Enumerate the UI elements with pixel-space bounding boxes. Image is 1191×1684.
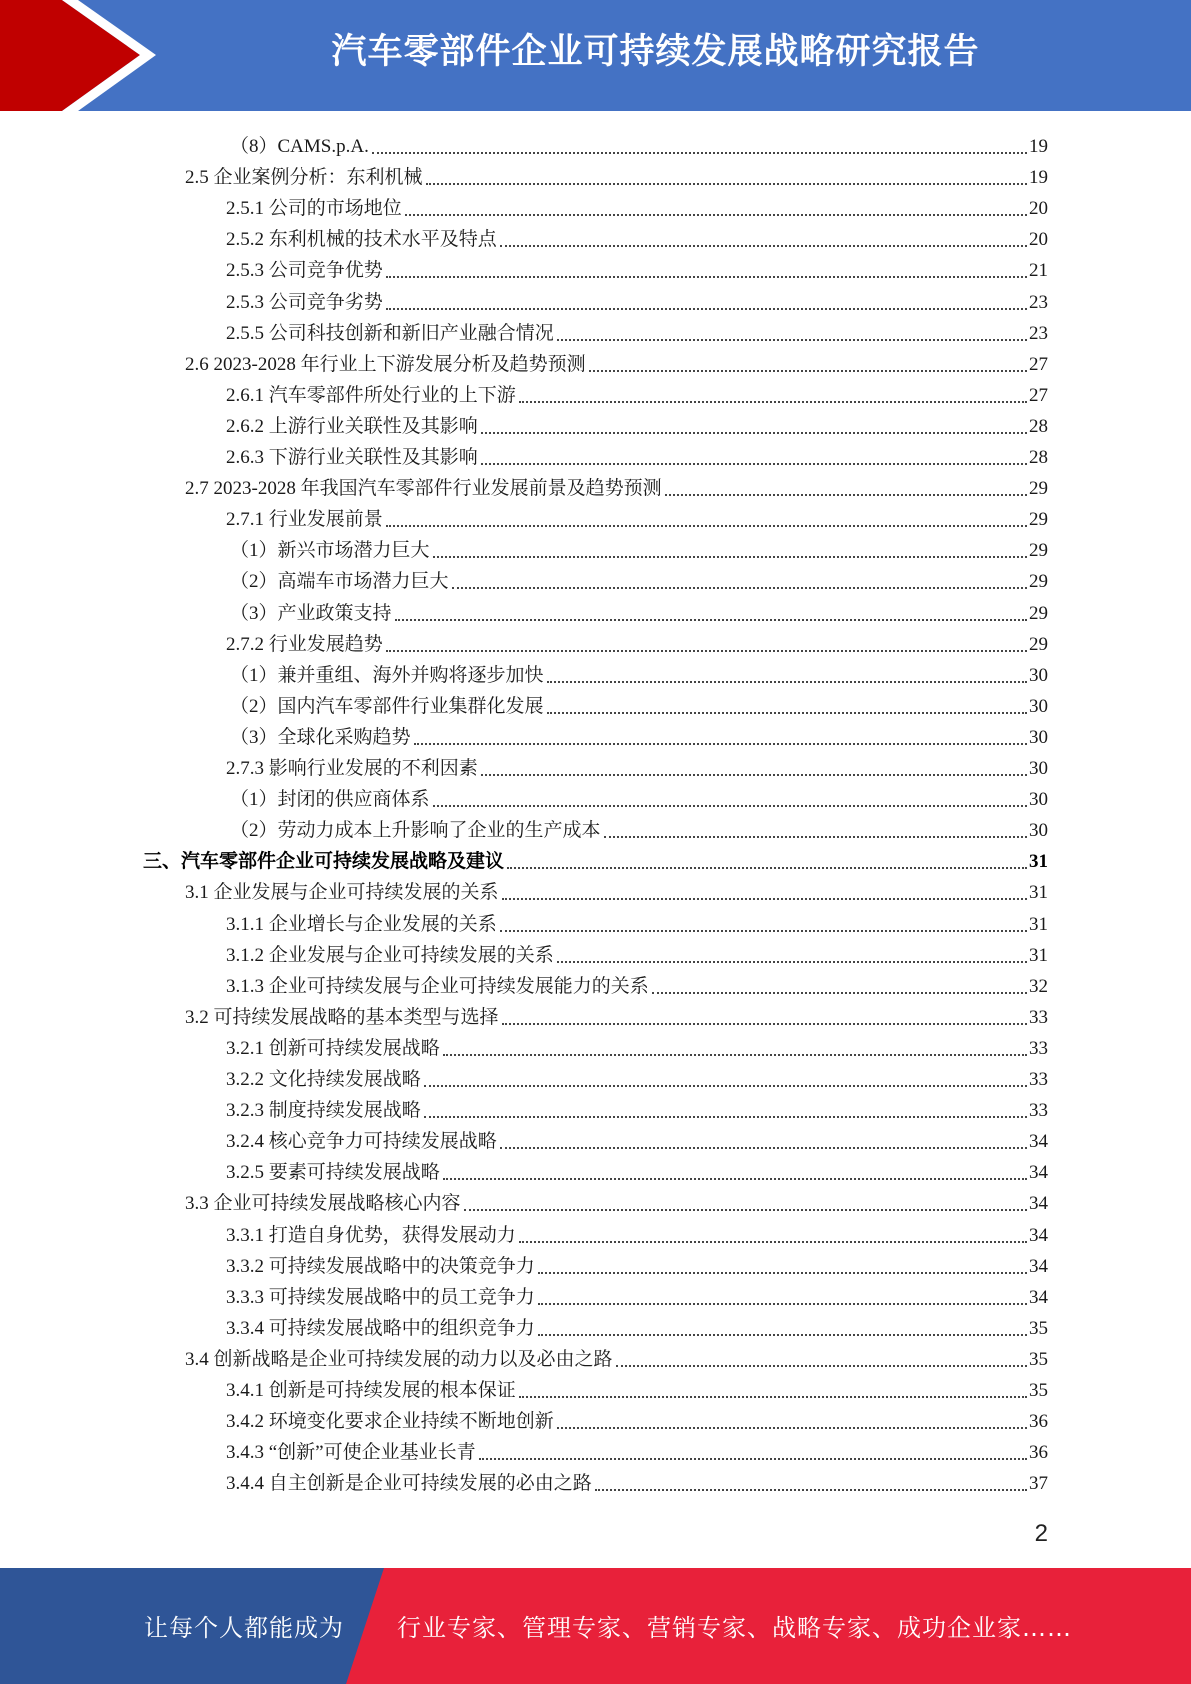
toc-entry[interactable] xyxy=(226,501,1048,532)
toc-dot-leader xyxy=(557,960,1027,963)
toc-dot-leader xyxy=(424,1115,1027,1118)
toc-entry-label: （3）产业政策支持 xyxy=(230,602,392,624)
toc-entry-label: 2.7.3 影响行业发展的不利因素 xyxy=(226,758,478,779)
toc-entry[interactable] xyxy=(230,128,1048,159)
toc-entry-label: 3.3.1 打造自身优势，获得发展动力 xyxy=(226,1224,516,1246)
toc-entry[interactable] xyxy=(226,1372,1048,1403)
toc-dot-leader xyxy=(386,275,1027,278)
toc-entry-page: 33 xyxy=(1029,1006,1048,1028)
toc-entry-label: （2）国内汽车零部件行业集群化发展 xyxy=(230,695,544,717)
toc-dot-leader xyxy=(538,1302,1027,1305)
toc-entry-label: 3.2.5 要素可持续发展战略 xyxy=(226,1162,440,1184)
toc-dot-leader xyxy=(464,1208,1027,1211)
toc-dot-leader xyxy=(481,431,1027,434)
toc-entry[interactable] xyxy=(230,657,1048,688)
toc-dot-leader xyxy=(604,835,1027,838)
toc-entry[interactable] xyxy=(226,750,1048,781)
toc-dot-leader xyxy=(519,1240,1027,1243)
toc-entry-label: （1）封闭的供应商体系 xyxy=(230,789,430,811)
toc-entry-label: 3.4.4 自主创新是企业可持续发展的必由之路 xyxy=(226,1473,592,1495)
toc-entry[interactable] xyxy=(226,1310,1048,1341)
toc-entry-page: 30 xyxy=(1029,726,1048,748)
toc-entry-label: 2.6 2023-2028 年行业上下游发展分析及趋势预测 xyxy=(185,353,586,375)
toc-entry-page: 31 xyxy=(1029,944,1048,966)
toc-entry-label: 2.6.3 下游行业关联性及其影响 xyxy=(226,447,478,468)
toc-entry-label: 3.4.2 环境变化要求企业持续不断地创新 xyxy=(226,1411,554,1433)
toc-entry[interactable] xyxy=(230,595,1048,626)
toc-entry-page: 35 xyxy=(1029,1317,1048,1339)
toc-entry[interactable] xyxy=(226,1403,1048,1434)
toc-entry-label: 3.4.1 创新是可持续发展的根本保证 xyxy=(226,1380,516,1401)
toc-entry-page: 30 xyxy=(1029,758,1048,779)
toc-entry[interactable] xyxy=(226,1123,1048,1154)
toc-entry-label: 3.3 企业可持续发展战略核心内容 xyxy=(185,1193,461,1215)
toc-entry[interactable] xyxy=(226,284,1048,315)
toc-entry[interactable] xyxy=(185,1185,1048,1216)
toc-dot-leader xyxy=(502,1022,1027,1025)
toc-entry[interactable] xyxy=(185,346,1048,377)
toc-entry-label: 2.5 企业案例分析：东利机械 xyxy=(185,167,423,189)
toc-entry[interactable] xyxy=(230,688,1048,719)
toc-entry[interactable] xyxy=(226,1030,1048,1061)
toc-entry-page: 19 xyxy=(1029,167,1048,189)
toc-dot-leader xyxy=(502,897,1027,900)
toc-entry-page: 32 xyxy=(1029,975,1048,997)
toc-dot-leader xyxy=(405,213,1027,216)
toc-dot-leader xyxy=(500,244,1027,247)
toc-entry-label: 三、汽车零部件企业可持续发展战略及建议 xyxy=(143,851,505,873)
toc-entry[interactable] xyxy=(185,159,1048,190)
toc-entry-label: （1）兼并重组、海外并购将逐步加快 xyxy=(230,664,544,686)
toc-entry-page: 29 xyxy=(1029,602,1048,624)
toc-entry-page: 36 xyxy=(1029,1442,1048,1464)
toc-entry-page: 20 xyxy=(1029,198,1048,220)
toc-entry-page: 27 xyxy=(1029,353,1048,375)
toc-dot-leader xyxy=(500,1146,1027,1149)
toc-dot-leader xyxy=(443,1053,1027,1056)
toc-dot-leader xyxy=(433,555,1027,558)
header-arrow-decoration xyxy=(0,0,160,111)
toc-entry[interactable] xyxy=(226,1217,1048,1248)
footer-slogan-left: 让每个人都能成为 xyxy=(144,1614,344,1642)
toc-dot-leader xyxy=(538,1271,1027,1274)
toc-entry-label: 2.5.1 公司的市场地位 xyxy=(226,198,402,220)
toc-entry[interactable] xyxy=(185,874,1048,905)
toc-dot-leader xyxy=(538,1333,1027,1336)
toc-entry-label: 3.2.1 创新可持续发展战略 xyxy=(226,1037,440,1059)
toc-entry-label: 2.6.1 汽车零部件所处行业的上下游 xyxy=(226,384,516,406)
page-number: 2 xyxy=(1034,1520,1048,1547)
toc-entry[interactable] xyxy=(226,937,1048,968)
toc-entry-page: 36 xyxy=(1029,1411,1048,1433)
toc-entry-page: 21 xyxy=(1029,260,1048,282)
toc-entry[interactable] xyxy=(226,1154,1048,1185)
toc-entry-page: 34 xyxy=(1029,1286,1048,1308)
toc-dot-leader xyxy=(386,524,1027,527)
toc-dot-leader xyxy=(616,1364,1027,1367)
toc-dot-leader xyxy=(479,1457,1027,1460)
toc-entry-page: 27 xyxy=(1029,384,1048,406)
toc-entry-label: 3.4.3 “创新”可使企业基业长青 xyxy=(226,1442,476,1464)
toc-dot-leader xyxy=(395,618,1027,621)
toc-dot-leader xyxy=(547,711,1027,714)
toc-entry-label: （2）劳动力成本上升影响了企业的生产成本 xyxy=(230,820,601,842)
toc-dot-leader xyxy=(481,773,1027,776)
toc-entry[interactable] xyxy=(143,843,1048,874)
toc-entry-page: 31 xyxy=(1029,851,1048,873)
toc-entry[interactable] xyxy=(226,968,1048,999)
toc-dot-leader xyxy=(557,338,1027,341)
toc-entry[interactable] xyxy=(226,1061,1048,1092)
toc-entry-label: 3.1 企业发展与企业可持续发展的关系 xyxy=(185,882,499,904)
toc-entry[interactable] xyxy=(226,439,1048,470)
toc-dot-leader xyxy=(414,742,1027,745)
footer-banner xyxy=(0,1568,1191,1684)
toc-dot-leader xyxy=(595,1488,1027,1491)
toc-entry[interactable] xyxy=(230,719,1048,750)
toc-entry-page: 30 xyxy=(1029,664,1048,686)
toc-entry-page: 30 xyxy=(1029,820,1048,842)
toc-dot-leader xyxy=(426,182,1027,185)
toc-entry-page: 30 xyxy=(1029,789,1048,811)
toc-entry[interactable] xyxy=(185,999,1048,1030)
toc-entry-page: 34 xyxy=(1029,1193,1048,1215)
toc-dot-leader xyxy=(386,307,1027,310)
toc-entry-page: 37 xyxy=(1029,1473,1048,1495)
toc-entry[interactable] xyxy=(226,1465,1048,1496)
toc-entry-label: 2.5.3 公司竞争劣势 xyxy=(226,291,383,313)
toc-dot-leader xyxy=(433,804,1027,807)
toc-dot-leader xyxy=(652,991,1027,994)
toc-entry-label: （2）高端车市场潜力巨大 xyxy=(230,571,449,593)
toc-entry-page: 35 xyxy=(1029,1348,1048,1370)
toc-entry[interactable] xyxy=(226,190,1048,221)
toc-entry[interactable] xyxy=(226,1092,1048,1123)
toc-entry[interactable] xyxy=(185,470,1048,501)
toc-dot-leader xyxy=(557,1426,1027,1429)
toc-entry-label: 2.7.1 行业发展前景 xyxy=(226,509,383,531)
toc-entry[interactable] xyxy=(226,1434,1048,1465)
toc-entry-page: 34 xyxy=(1029,1224,1048,1246)
toc-entry[interactable] xyxy=(226,377,1048,408)
toc-dot-leader xyxy=(481,462,1027,465)
toc-dot-leader xyxy=(519,400,1027,403)
toc-entry-page: 33 xyxy=(1029,1037,1048,1059)
toc-entry-page: 20 xyxy=(1029,229,1048,251)
toc-entry-label: （3）全球化采购趋势 xyxy=(230,726,411,748)
toc-entry-label: 2.7.2 行业发展趋势 xyxy=(226,633,383,655)
toc-entry-page: 23 xyxy=(1029,291,1048,313)
toc-entry-label: 3.1.1 企业增长与企业发展的关系 xyxy=(226,913,497,935)
footer-slogan-right: 行业专家、管理专家、营销专家、战略专家、成功企业家…… xyxy=(397,1614,1072,1642)
toc-entry-label: 3.1.3 企业可持续发展与企业可持续发展能力的关系 xyxy=(226,975,649,997)
report-title: 汽车零部件企业可持续发展战略研究报告 xyxy=(331,32,980,72)
toc-entry-page: 31 xyxy=(1029,913,1048,935)
toc-entry[interactable] xyxy=(230,532,1048,563)
toc-entry-page: 31 xyxy=(1029,882,1048,904)
toc-entry-label: 3.2 可持续发展战略的基本类型与选择 xyxy=(185,1006,499,1028)
toc-entry-page: 28 xyxy=(1029,447,1048,468)
toc-entry-page: 34 xyxy=(1029,1162,1048,1184)
toc-entry-page: 35 xyxy=(1029,1380,1048,1401)
toc-dot-leader xyxy=(589,369,1027,372)
toc-entry-label: 3.3.3 可持续发展战略中的员工竞争力 xyxy=(226,1286,535,1308)
toc-dot-leader xyxy=(519,1395,1027,1398)
toc-entry-page: 30 xyxy=(1029,695,1048,717)
toc-entry-page: 19 xyxy=(1029,136,1048,157)
toc-dot-leader xyxy=(452,586,1027,589)
header-banner xyxy=(0,0,1191,111)
toc-entry-label: 3.2.3 制度持续发展战略 xyxy=(226,1100,421,1122)
toc-entry-page: 29 xyxy=(1029,540,1048,562)
toc-entry-page: 34 xyxy=(1029,1131,1048,1153)
toc-entry-label: 2.5.3 公司竞争优势 xyxy=(226,260,383,282)
toc-entry[interactable] xyxy=(226,906,1048,937)
toc-entry[interactable] xyxy=(230,563,1048,594)
toc-dot-leader xyxy=(424,1084,1027,1087)
toc-entry-page: 33 xyxy=(1029,1100,1048,1122)
toc-entry-page: 28 xyxy=(1029,415,1048,437)
toc-entry-label: 2.6.2 上游行业关联性及其影响 xyxy=(226,415,478,437)
toc-entry-label: （8）CAMS.p.A. xyxy=(230,136,369,157)
toc-entry-page: 23 xyxy=(1029,322,1048,344)
toc-entry-page: 29 xyxy=(1029,478,1048,500)
toc-entry-page: 29 xyxy=(1029,633,1048,655)
toc-entry-label: 3.3.4 可持续发展战略中的组织竞争力 xyxy=(226,1317,535,1339)
toc-entry-label: （1）新兴市场潜力巨大 xyxy=(230,540,430,562)
toc-dot-leader xyxy=(386,649,1027,652)
toc-entry-label: 2.7 2023-2028 年我国汽车零部件行业发展前景及趋势预测 xyxy=(185,478,662,500)
toc-entry[interactable] xyxy=(185,1341,1048,1372)
toc-entry[interactable] xyxy=(230,781,1048,812)
toc-entry-label: 3.2.4 核心竞争力可持续发展战略 xyxy=(226,1131,497,1153)
toc-entry[interactable] xyxy=(226,626,1048,657)
toc-entry-label: 3.4 创新战略是企业可持续发展的动力以及必由之路 xyxy=(185,1348,613,1370)
toc-entry-page: 29 xyxy=(1029,509,1048,531)
toc-dot-leader xyxy=(500,929,1027,932)
toc-entry[interactable] xyxy=(226,221,1048,252)
toc-entry-label: 3.3.2 可持续发展战略中的决策竞争力 xyxy=(226,1255,535,1277)
toc-entry-label: 2.5.2 东利机械的技术水平及特点 xyxy=(226,229,497,251)
toc-dot-leader xyxy=(443,1177,1027,1180)
toc-entry[interactable] xyxy=(226,315,1048,346)
toc-entry[interactable] xyxy=(226,1248,1048,1279)
toc-entry[interactable] xyxy=(226,1279,1048,1310)
toc-dot-leader xyxy=(372,151,1027,154)
toc-entry-label: 3.1.2 企业发展与企业可持续发展的关系 xyxy=(226,944,554,966)
toc-dot-leader xyxy=(665,493,1027,496)
toc-dot-leader xyxy=(547,680,1027,683)
toc-entry[interactable] xyxy=(226,408,1048,439)
toc-entry-page: 29 xyxy=(1029,571,1048,593)
toc-entry-label: 2.5.5 公司科技创新和新旧产业融合情况 xyxy=(226,322,554,344)
toc-dot-leader xyxy=(507,866,1027,869)
toc-entry-page: 33 xyxy=(1029,1069,1048,1090)
toc-entry[interactable] xyxy=(230,812,1048,843)
toc-entry-label: 3.2.2 文化持续发展战略 xyxy=(226,1069,421,1090)
toc-entry[interactable] xyxy=(226,252,1048,283)
toc-entry-page: 34 xyxy=(1029,1255,1048,1277)
